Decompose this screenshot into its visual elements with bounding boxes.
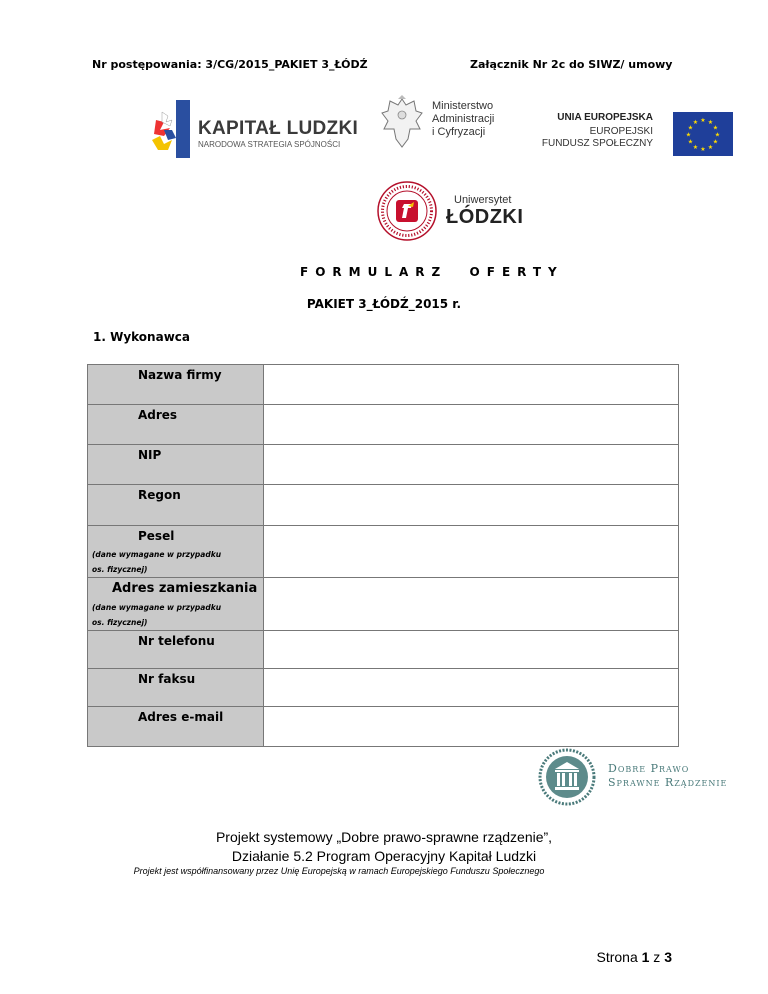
ministry-line-3: i Cyfryzacji xyxy=(432,126,486,138)
table-row xyxy=(88,365,679,405)
svg-text:★: ★ xyxy=(707,119,714,126)
ministry-logo xyxy=(380,95,510,155)
section-heading: 1. Wykonawca xyxy=(93,330,190,344)
field-label: Pesel xyxy=(138,529,175,543)
current-page: 1 xyxy=(641,949,650,965)
dobre-prawo-logo xyxy=(538,748,728,806)
columns-seal-icon xyxy=(538,748,596,806)
regon-field[interactable] xyxy=(264,485,679,526)
field-label-cell xyxy=(88,485,264,526)
attachment-label: Załącznik Nr 2c do SIWZ/ umowy xyxy=(470,58,673,71)
university-line-2: ŁÓDZKI xyxy=(446,206,524,228)
page-prefix: Strona xyxy=(596,949,642,965)
table-row xyxy=(88,707,679,747)
university-line-1: Uniwersytet xyxy=(454,194,512,206)
eagle-emblem-icon xyxy=(380,95,424,151)
dobre-prawo-line-1: Dobre Prawo xyxy=(608,762,690,775)
svg-text:★: ★ xyxy=(692,144,699,151)
svg-text:★: ★ xyxy=(712,124,719,132)
residence-address-field[interactable] xyxy=(264,578,679,631)
svg-text:★: ★ xyxy=(687,124,694,132)
form-subtitle: PAKIET 3_ŁÓDŹ_2015 r. xyxy=(306,297,462,311)
field-note-line-2: os. fizycznej) xyxy=(92,618,148,627)
nip-field[interactable] xyxy=(264,445,679,485)
table-row xyxy=(88,631,679,669)
svg-text:★: ★ xyxy=(687,138,694,146)
field-label: Adres e-mail xyxy=(138,710,224,724)
svg-text:★: ★ xyxy=(714,131,721,139)
field-label: NIP xyxy=(138,448,162,462)
project-action: Działanie 5.2 Program Operacyjny Kapitał Ludzki xyxy=(231,848,537,864)
table-row xyxy=(88,578,679,631)
field-note-line-2: os. fizycznej) xyxy=(92,565,148,574)
field-label: Nazwa firmy xyxy=(138,368,222,382)
svg-text:★: ★ xyxy=(685,131,692,139)
field-label: Nr faksu xyxy=(138,672,196,686)
table-row xyxy=(88,526,679,578)
form-title: FORMULARZ OFERTY xyxy=(300,265,564,279)
contractor-table xyxy=(87,364,679,747)
eu-line-1: UNIA EUROPEJSKA xyxy=(557,112,653,123)
table-row xyxy=(88,669,679,707)
field-label: Adres xyxy=(138,408,178,422)
kapital-ludzki-logo xyxy=(150,100,359,158)
eu-flag-icon xyxy=(673,112,733,156)
field-note-line-1: (dane wymagane w przypadku xyxy=(92,550,222,559)
dobre-prawo-line-2: Sprawne Rządzenie xyxy=(608,776,728,789)
kapital-ludzki-title: KAPITAŁ LUDZKI xyxy=(198,118,359,139)
university-logo xyxy=(376,180,524,240)
svg-text:★: ★ xyxy=(707,144,714,151)
table-row xyxy=(88,485,679,526)
field-label-cell xyxy=(88,365,264,405)
field-note-line-1: (dane wymagane w przypadku xyxy=(92,603,222,612)
table-row xyxy=(88,445,679,485)
svg-text:★: ★ xyxy=(700,146,706,153)
case-number: Nr postępowania: 3/CG/2015_PAKIET 3_ŁÓDŹ xyxy=(92,58,368,71)
project-title: Projekt systemowy „Dobre prawo-sprawne rządzenie”, xyxy=(215,829,553,845)
page-separator: z xyxy=(649,949,665,965)
eu-logo xyxy=(541,112,733,156)
project-funding-note: Projekt jest współfinansowany przez Unię Europejską w ramach Europejskiego Funduszu Społecznego xyxy=(133,866,545,876)
address-field[interactable] xyxy=(264,405,679,445)
svg-text:★: ★ xyxy=(712,138,719,146)
field-label-cell xyxy=(88,445,264,485)
svg-text:★: ★ xyxy=(692,119,699,126)
field-label-cell xyxy=(88,578,264,631)
field-label: Adres zamieszkania xyxy=(112,581,258,596)
company-name-field[interactable] xyxy=(264,365,679,405)
eu-line-2: EUROPEJSKI xyxy=(589,126,653,137)
ministry-line-1: Ministerstwo xyxy=(432,100,494,112)
total-pages: 3 xyxy=(664,949,672,965)
eu-line-3: FUNDUSZ SPOŁECZNY xyxy=(541,138,653,149)
svg-text:★: ★ xyxy=(700,117,706,124)
field-label-cell xyxy=(88,405,264,445)
kapital-ludzki-emblem-icon xyxy=(150,100,190,158)
ministry-line-2: Administracji xyxy=(432,113,495,125)
page-number xyxy=(596,949,672,965)
table-row xyxy=(88,405,679,445)
field-label: Regon xyxy=(138,488,181,502)
field-label-cell xyxy=(88,669,264,707)
field-label-cell xyxy=(88,707,264,747)
field-label-cell xyxy=(88,631,264,669)
field-note xyxy=(88,543,263,577)
university-seal-icon xyxy=(376,180,438,242)
field-label: Nr telefonu xyxy=(138,634,215,648)
email-field[interactable] xyxy=(264,707,679,747)
kapital-ludzki-subtitle: NARODOWA STRATEGIA SPÓJNOŚCI xyxy=(198,140,341,149)
phone-field[interactable] xyxy=(264,631,679,669)
field-note xyxy=(88,596,263,630)
field-label-cell xyxy=(88,526,264,578)
fax-field[interactable] xyxy=(264,669,679,707)
pesel-field[interactable] xyxy=(264,526,679,578)
